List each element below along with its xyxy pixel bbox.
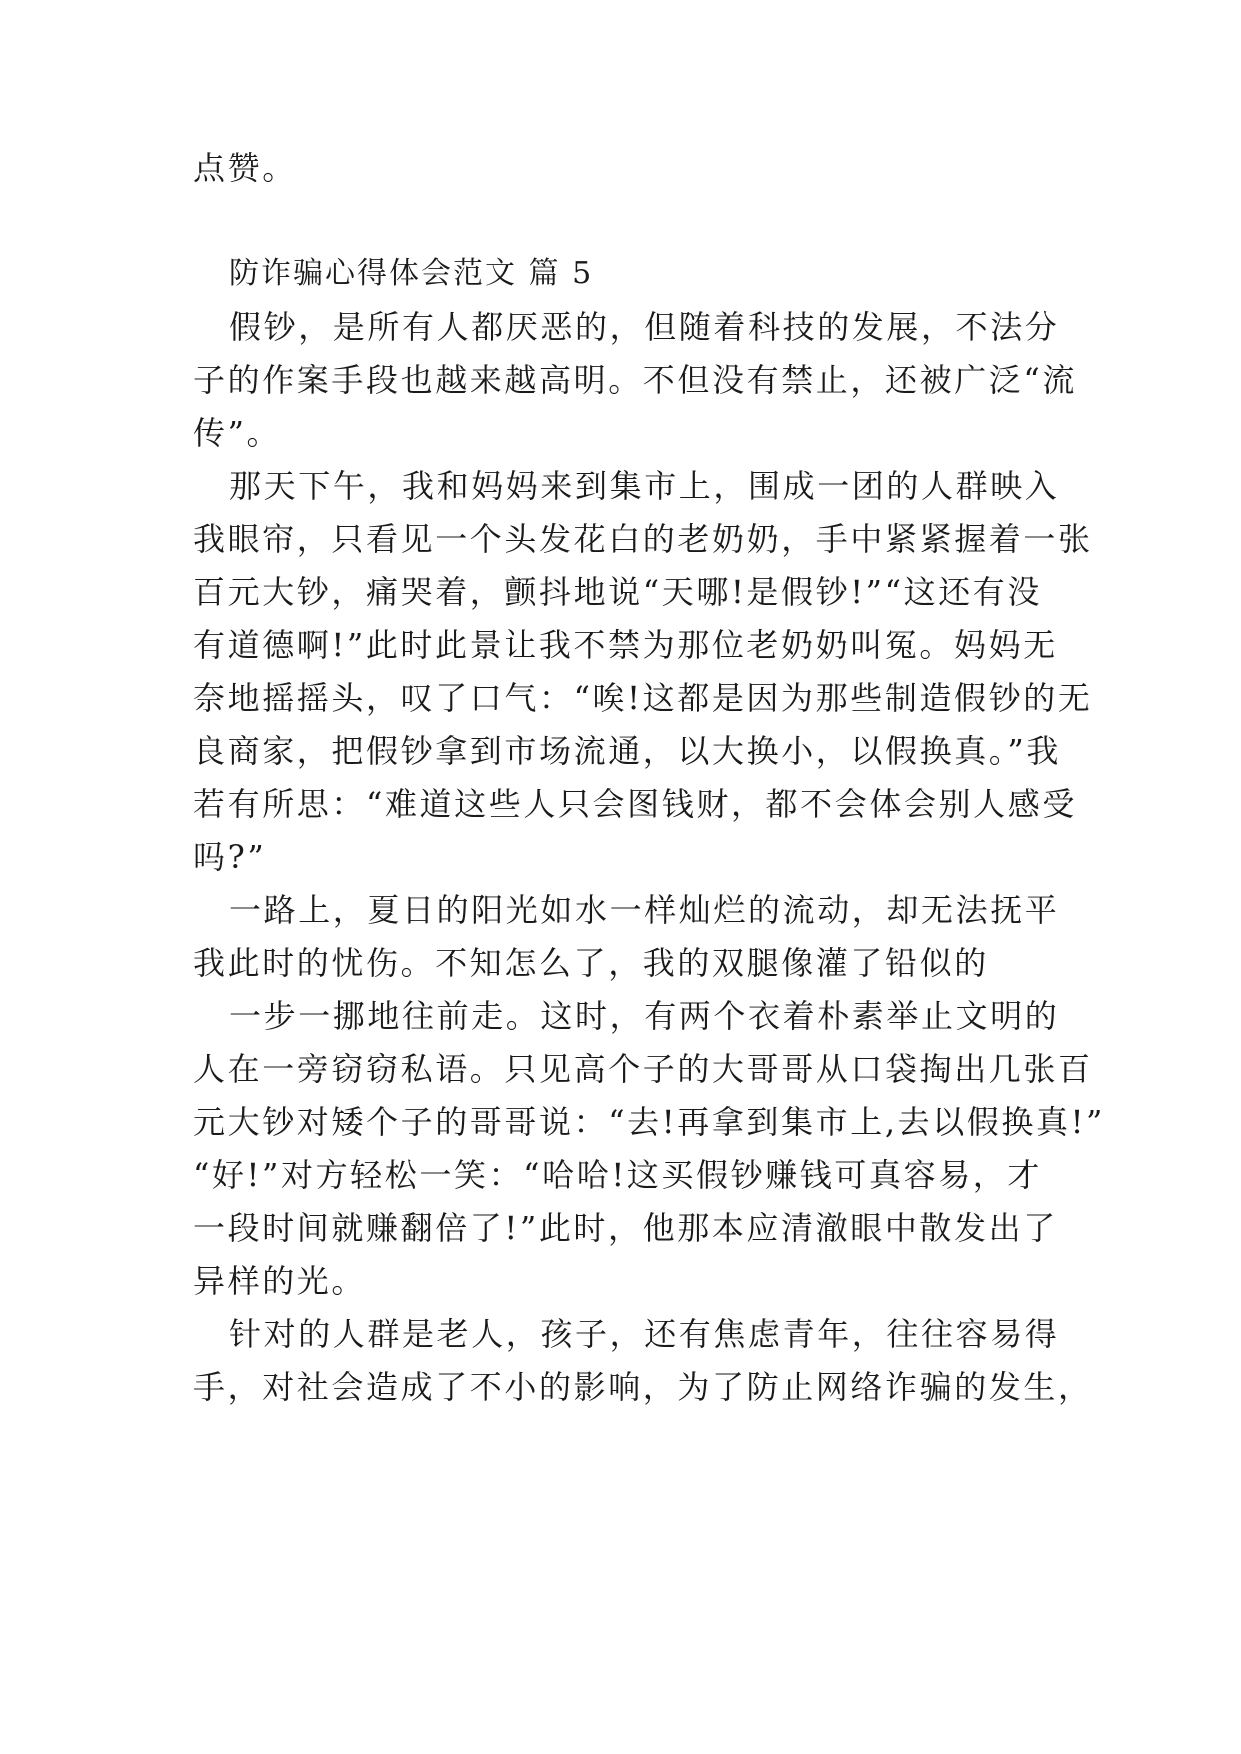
paragraph-line: 我眼帘，只看见一个头发花白的老奶奶，手中紧紧握着一张 [193, 520, 1093, 558]
paragraph-line: 一段时间就赚翻倍了!”此时，他那本应清澈眼中散发出了 [193, 1209, 1058, 1247]
paragraph-line: 元大钞对矮个子的哥哥说：“去!再拿到集市上,去以假换真!” [193, 1103, 1106, 1141]
paragraph-line: 假钞，是所有人都厌恶的，但随着科技的发展，不法分 [229, 308, 1060, 346]
paragraph-line: 手，对社会造成了不小的影响，为了防止网络诈骗的发生， [193, 1368, 1093, 1406]
paragraph-line: 我此时的忧伤。不知怎么了，我的双腿像灌了铅似的 [193, 944, 989, 982]
paragraph-line: 有道德啊!”此时此景让我不禁为那位老奶奶叫冤。妈妈无 [193, 626, 1058, 664]
section-heading: 防诈骗心得体会范文 篇 5 [229, 256, 594, 291]
paragraph-line: 一步一挪地往前走。这时，有两个衣着朴素举止文明的 [229, 997, 1060, 1035]
paragraph-line: 若有所思：“难道这些人只会图钱财，都不会体会别人感受 [193, 785, 1077, 823]
paragraph-line: 奈地摇摇头，叹了口气：“唉!这都是因为那些制造假钞的无 [193, 679, 1093, 717]
paragraph-line: 传”。 [193, 414, 282, 452]
paragraph-line: “好!”对方轻松一笑：“哈哈!这买假钞赚钱可真容易，才 [193, 1156, 1042, 1194]
paragraph-line: 吗?” [193, 838, 267, 876]
paragraph-line: 异样的光。 [193, 1262, 367, 1300]
paragraph-line: 人在一旁窃窃私语。只见高个子的大哥哥从口袋掏出几张百 [193, 1050, 1093, 1088]
continuation-line: 点赞。 [193, 149, 297, 187]
paragraph-line: 良商家，把假钞拿到市场流通，以大换小，以假换真。”我 [193, 732, 1061, 770]
paragraph-line: 那天下午，我和妈妈来到集市上，围成一团的人群映入 [229, 467, 1060, 505]
paragraph-line: 针对的人群是老人，孩子，还有焦虑青年，往往容易得 [229, 1315, 1060, 1353]
paragraph-line: 百元大钞，痛哭着，颤抖地说“天哪!是假钞!”“这还有没 [193, 573, 1042, 611]
paragraph-line: 一路上，夏日的阳光如水一样灿烂的流动，却无法抚平 [229, 891, 1060, 929]
paragraph-line: 子的作案手段也越来越高明。不但没有禁止，还被广泛“流 [193, 361, 1077, 399]
